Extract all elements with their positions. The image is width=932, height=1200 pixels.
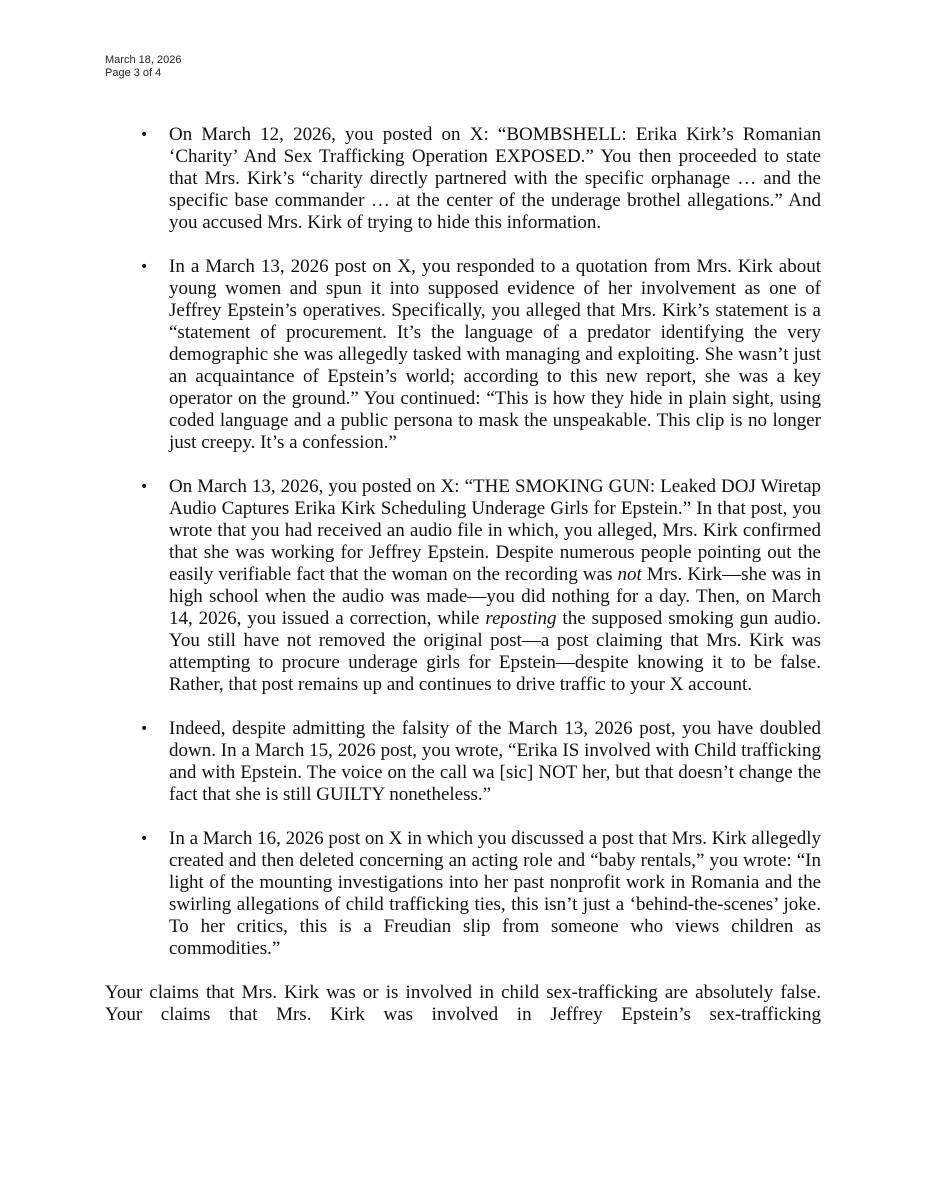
list-item-text: On March 13, 2026, you posted on X: “THE SMOKING GUN: Leaked DOJ Wiretap Audio Captures Erika Kirk Scheduling Underage Girls for Epstein.” In that post, you wrote that you had received an audio file in which, you alleged, Mrs. Kirk confirmed that she was working for Jeffrey Epstein. Despite numerous people pointing out the easily verifiable fact that the woman on the recording was [169,476,821,585]
bullet-icon: • [140,259,149,275]
bullet-icon: • [140,479,149,495]
list-item-text: the supposed smoking gun audio. You still have not removed the original post—a post claiming that Mrs. Kirk was attempting to procure underage girls for Epstein—despite knowing it to be false. Rather, that post remains up and continues to drive traffic to your X account. [169,608,821,695]
emphasis-reposting: reposting [485,608,557,629]
emphasis-not: not [617,564,642,585]
bullet-icon: • [140,127,149,143]
bullet-icon: • [140,721,149,737]
list-item-text: Indeed, despite admitting the falsity of the March 13, 2026 post, you have doubled down. In a March 15, 2026 post, you wrote, “Erika IS involved with Child trafficking and with Epstein. The voice on the call wa [sic] NOT her, but that doesn’t change the fact that she is still GUILTY nonetheless.” [169,718,821,805]
list-item-text: On March 12, 2026, you posted on X: “BOMBSHELL: Erika Kirk’s Romanian ‘Charity’ And Sex Trafficking Operation EXPOSED.” You then proceeded to state that Mrs. Kirk’s “charity directly partnered with the specific orphanage … and the specific base commander … at the center of the underage brothel allegations.” And you accused Mrs. Kirk of trying to hide this information. [169,124,821,233]
list-item-text: In a March 16, 2026 post on X in which you discussed a post that Mrs. Kirk allegedly created and then deleted concerning an acting role and “baby rentals,” you wrote: “In light of the mounting investigations into her past nonprofit work in Romania and the swirling allegations of child trafficking ties, this isn’t just a ‘behind-the-scenes’ joke. To her critics, this is a Freudian slip from someone who views children as commodities.” [169,828,821,959]
allegation-list [105,124,821,960]
header-page-number: Page 3 of 4 [105,67,162,79]
list-item [105,828,821,960]
closing-paragraph: Your claims that Mrs. Kirk was or is involved in child sex-trafficking are absolutely false. Your claims that Mrs. Kirk was involved in Jeffrey Epstein’s sex-trafficking [105,982,821,1025]
list-item-text: Mrs. Kirk—she was in high school when the audio was made—you did nothing for a day. Then, on March 14, 2026, you issued a correction, while [169,564,821,629]
list-item [105,256,821,454]
list-item [105,124,821,234]
list-item [105,718,821,806]
list-item-text: In a March 13, 2026 post on X, you responded to a quotation from Mrs. Kirk about young women and spun it into supposed evidence of her involvement as one of Jeffrey Epstein’s operatives. Specifically, you alleged that Mrs. Kirk’s statement is a “statement of procurement. It’s the language of a predator identifying the very demographic she was allegedly tasked with managing and exploiting. She wasn’t just an acquaintance of Epstein’s world; according to this new report, she was a key operator on the ground.” You continued: “This is how they hide in plain sight, using coded language and a public persona to mask the unspeakable. This clip is no longer just creepy. It’s a confession.” [169,256,821,453]
page-header [105,54,181,80]
header-date: March 18, 2026 [105,54,182,66]
bullet-icon: • [140,831,149,847]
list-item [105,476,821,696]
letter-body [105,124,821,1026]
